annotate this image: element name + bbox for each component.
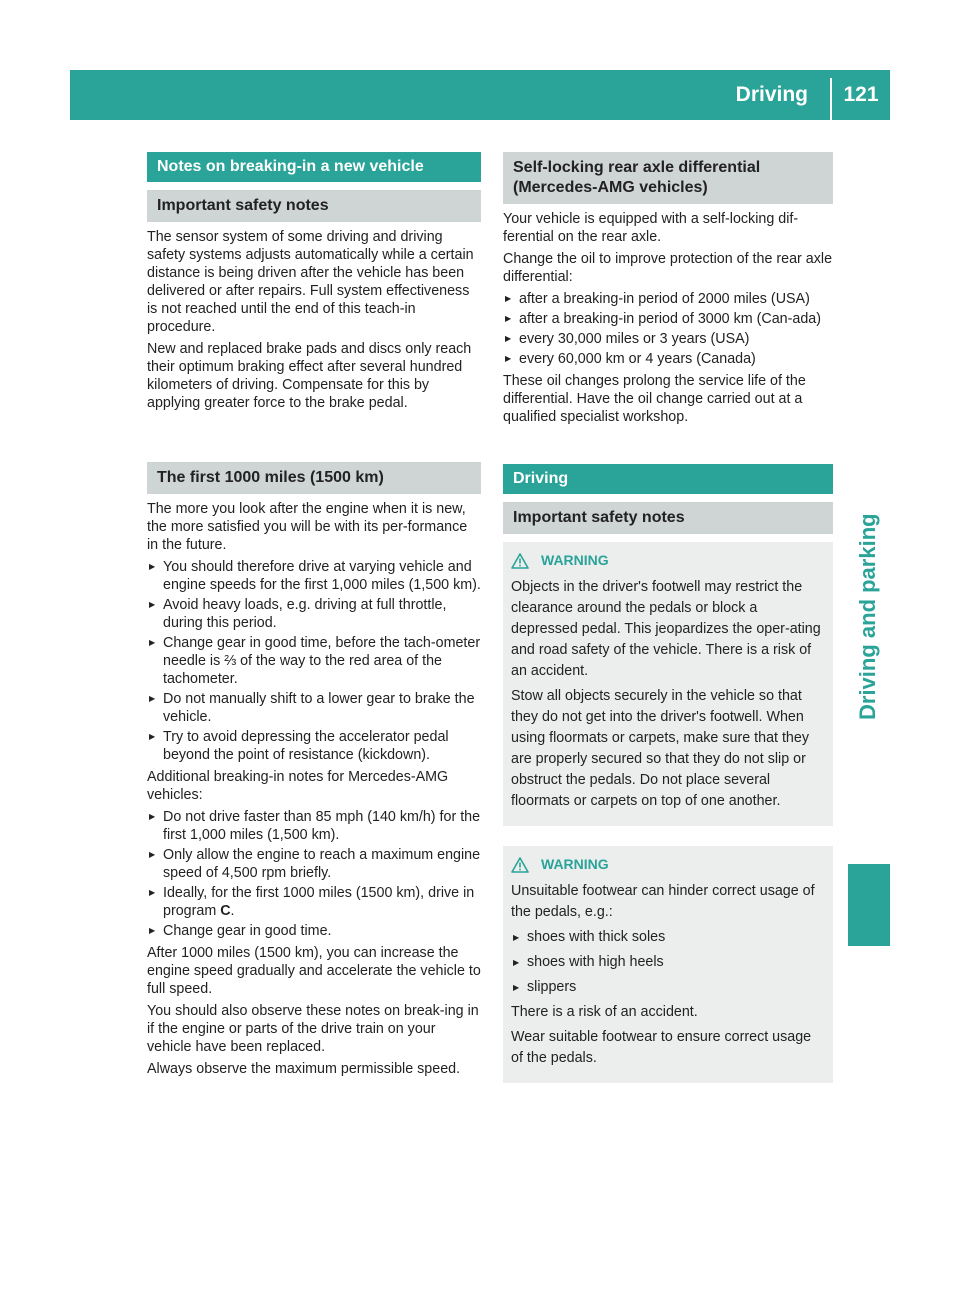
list-item: ▶ Change gear in good time.: [147, 922, 481, 940]
warning-box: [503, 846, 833, 1083]
paragraph: Change the oil to improve protection of the rear axle differential:: [503, 251, 833, 285]
side-tab-marker: [848, 864, 890, 946]
list-item: ▶ slippers: [511, 977, 825, 998]
list-item: ▶ Do not drive faster than 85 mph (140 km/h) for the first 1,000 miles (1,500 km).: [147, 808, 481, 844]
subsection-heading: Important safety notes: [147, 190, 481, 222]
list-item: ▶ Try to avoid depressing the accelerator pedal beyond the point of resistance (kickdown).: [147, 728, 481, 764]
subsection-heading: Self-locking rear axle differential (Mercedes-AMG vehicles): [503, 152, 833, 204]
warning-triangle-icon: [511, 857, 529, 873]
paragraph: Objects in the driver's footwell may restrict the clearance around the pedals or block a depressed pedal. This jeopardizes the oper-ating and road safety of the vehicle. There is a risk of an accident.: [511, 579, 821, 679]
warning-label: WARNING: [541, 856, 609, 872]
chapter-title: Driving: [735, 83, 808, 106]
paragraph: These oil changes prolong the service life of the differential. Have the oil change carried out at a qualified specialist workshop.: [503, 373, 806, 425]
list-item: ▶ every 30,000 miles or 3 years (USA): [503, 330, 833, 348]
paragraph: Additional breaking-in notes for Mercedes-AMG vehicles:: [147, 769, 449, 803]
paragraph: Your vehicle is equipped with a self-locking dif-ferential on the rear axle.: [503, 211, 799, 245]
warning-triangle-icon: [511, 553, 529, 569]
right-column: [503, 152, 833, 1083]
paragraph: There is a risk of an accident.: [511, 1004, 698, 1020]
warning-header: [511, 854, 825, 875]
page-header: [70, 70, 890, 120]
page-number: 121: [843, 83, 879, 106]
paragraph: After 1000 miles (1500 km), you can increase the engine speed gradually and accelerate the vehicle to full speed.: [147, 945, 481, 997]
bullet-list: [147, 558, 481, 764]
left-column: [147, 152, 481, 1082]
subsection-heading: Important safety notes: [503, 502, 833, 534]
list-item: ▶ Only allow the engine to reach a maximum engine speed of 4,500 rpm briefly.: [147, 846, 481, 882]
side-tab-label: Driving and parking: [855, 513, 880, 720]
list-item-text: Ideally, for the first 1000 miles (1500 km), drive in program: [163, 885, 475, 919]
paragraph: You should also observe these notes on break-ing in if the engine or parts of the drive train on your vehicle have been replaced.: [147, 1003, 479, 1055]
paragraph: Unsuitable footwear can hinder correct usage of the pedals, e.g.:: [511, 883, 815, 920]
paragraph: Wear suitable footwear to ensure correct usage of the pedals.: [511, 1029, 812, 1066]
list-item-text-end: .: [230, 903, 235, 919]
program-letter: C: [220, 903, 231, 919]
bullet-list: [147, 808, 481, 940]
subsection-heading: The first 1000 miles (1500 km): [147, 462, 481, 494]
paragraph: The more you look after the engine when it is new, the more satisfied you will be with its per-formance in the future.: [147, 501, 468, 553]
warning-header: [511, 550, 825, 571]
paragraph: New and replaced brake pads and discs only reach their optimum braking effect after several hundred kilometers of driving. Compensate for this by applying greater force to the brake pedal.: [147, 341, 472, 411]
list-item: ▶ after a breaking-in period of 3000 km (Can-ada): [503, 310, 833, 328]
list-item: [147, 884, 481, 920]
bullet-list: [511, 927, 825, 998]
bullet-list: [503, 290, 833, 368]
section-heading: Notes on breaking-in a new vehicle: [147, 152, 481, 182]
list-item: ▶ You should therefore drive at varying vehicle and engine speeds for the first 1,000 miles (1,500 km).: [147, 558, 481, 594]
list-item: ▶ after a breaking-in period of 2000 miles (USA): [503, 290, 833, 308]
list-item: ▶ every 60,000 km or 4 years (Canada): [503, 350, 833, 368]
section-heading: Driving: [503, 464, 833, 494]
list-item: ▶ shoes with high heels: [511, 952, 825, 973]
list-item: ▶ Change gear in good time, before the tach-ometer needle is ⅔ of the way to the red area of the tachometer.: [147, 634, 481, 688]
warning-box: [503, 542, 833, 826]
list-item: ▶ shoes with thick soles: [511, 927, 825, 948]
paragraph: Always observe the maximum permissible speed.: [147, 1061, 461, 1077]
list-item: ▶ Avoid heavy loads, e.g. driving at full throttle, during this period.: [147, 596, 481, 632]
list-item: ▶ Do not manually shift to a lower gear to brake the vehicle.: [147, 690, 481, 726]
paragraph: The sensor system of some driving and driving safety systems adjusts automatically while a certain distance is being driven after the vehicle has been delivered or after repairs. Full system effectiveness is not reached until the end of this teach-in procedure.: [147, 229, 474, 335]
paragraph: Stow all objects securely in the vehicle so that they do not get into the driver's footwell. When using floormats or carpets, make sure that they are properly secured so that they do not slip or obstruct the pedals. Do not place several floormats or carpets on top of one another.: [511, 688, 809, 809]
warning-label: WARNING: [541, 552, 609, 568]
